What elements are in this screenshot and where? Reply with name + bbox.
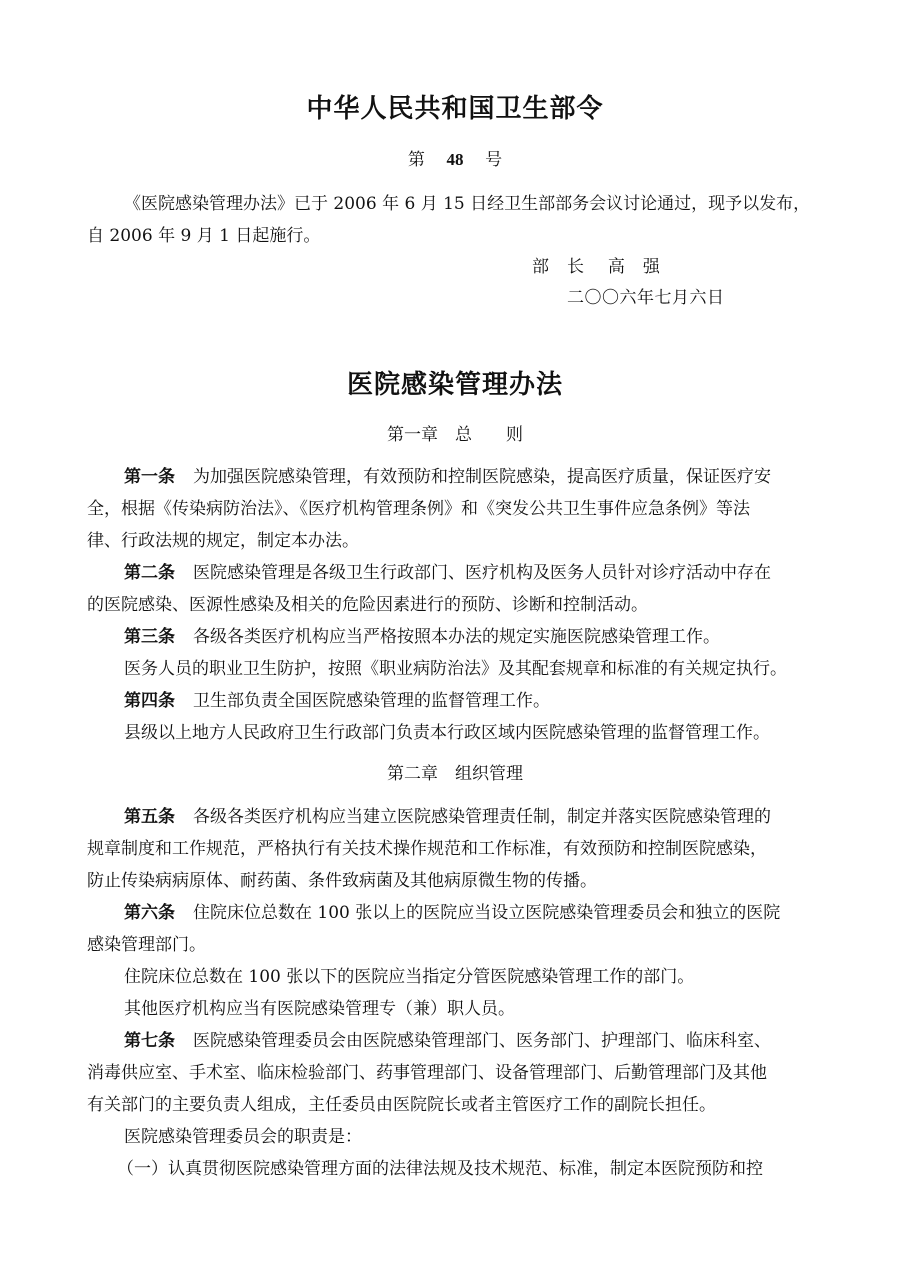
article-line: 有关部门的主要负责人组成，主任委员由医院院长或者主管医疗工作的副院长担任。 — [87, 1095, 716, 1115]
article-paragraph: 县级以上地方人民政府卫生行政部门负责本行政区域内医院感染管理的监督管理工作。 — [124, 723, 770, 743]
decree-body-line: 《医院感染管理办法》已于 2006 年 6 月 15 日经卫生部部务会议讨论通过，现予以发布， — [124, 194, 811, 214]
article-paragraph: 住院床位总数在 100 张以下的医院应当指定分管医院感染管理工作的部门。 — [124, 967, 695, 987]
article-text: 医院感染管理委员会由医院感染管理部门、医务部门、护理部门、临床科室、 — [193, 1031, 771, 1051]
chapter-heading: 第二章 组织管理 — [387, 764, 523, 784]
article-label: 第三条 — [124, 627, 175, 647]
article-text: 为加强医院感染管理，有效预防和控制医院感染，提高医疗质量，保证医疗安 — [193, 467, 771, 487]
article-label: 第四条 — [124, 691, 175, 711]
chapter-heading: 第一章 总 则 — [387, 425, 523, 445]
document-title: 医院感染管理办法 — [346, 370, 563, 400]
article-line — [124, 901, 827, 925]
decree-number — [0, 148, 910, 172]
article-line — [124, 1029, 827, 1053]
article-paragraph: 其他医疗机构应当有医院感染管理专（兼）职人员。 — [124, 999, 515, 1019]
article-line: 消毒供应室、手术室、临床检验部门、药事管理部门、设备管理部门、后勤管理部门及其他 — [87, 1063, 767, 1083]
article-line: 防止传染病病原体、耐药菌、条件致病菌及其他病原微生物的传播。 — [87, 871, 597, 891]
decree-title: 中华人民共和国卫生部令 — [306, 94, 604, 124]
article-label: 第五条 — [124, 807, 175, 827]
list-item: （一）认真贯彻医院感染管理方面的法律法规及技术规范、标准，制定本医院预防和控 — [117, 1159, 763, 1179]
article-text: 住院床位总数在 100 张以上的医院应当设立医院感染管理委员会和独立的医院 — [193, 903, 781, 923]
article-line: 律、行政法规的规定，制定本办法。 — [87, 531, 359, 551]
decree-date: 二〇〇六年七月六日 — [567, 288, 725, 308]
decree-number-suffix: 号 — [485, 150, 503, 170]
article-line: 规章制度和工作规范，严格执行有关技术操作规范和工作标准，有效预防和控制医院感染， — [87, 839, 767, 859]
article-line: 全，根据《传染病防治法》、《医疗机构管理条例》和《突发公共卫生事件应急条例》等法 — [87, 499, 750, 519]
decree-number-value: 48 — [446, 150, 464, 169]
decree-body-line: 自 2006 年 9 月 1 日起施行。 — [87, 226, 321, 246]
article-line — [124, 625, 827, 649]
article-label: 第六条 — [124, 903, 175, 923]
article-line — [124, 689, 827, 713]
article-text: 各级各类医疗机构应当严格按照本办法的规定实施医院感染管理工作。 — [193, 627, 720, 647]
article-line: 的医院感染、医源性感染及相关的危险因素进行的预防、诊断和控制活动。 — [87, 595, 648, 615]
decree-number-prefix: 第 — [407, 150, 425, 170]
decree-signatory: 部 长 高 强 — [532, 257, 661, 277]
article-label: 第一条 — [124, 467, 175, 487]
article-text: 医院感染管理是各级卫生行政部门、医疗机构及医务人员针对诊疗活动中存在 — [193, 563, 771, 583]
article-line: 感染管理部门。 — [87, 935, 206, 955]
article-paragraph: 医院感染管理委员会的职责是： — [124, 1127, 362, 1147]
article-text: 卫生部负责全国医院感染管理的监督管理工作。 — [193, 691, 550, 711]
article-line — [124, 465, 827, 489]
article-text: 各级各类医疗机构应当建立医院感染管理责任制，制定并落实医院感染管理的 — [193, 807, 771, 827]
article-label: 第二条 — [124, 563, 175, 583]
article-label: 第七条 — [124, 1031, 175, 1051]
article-line — [124, 561, 827, 585]
article-paragraph: 医务人员的职业卫生防护，按照《职业病防治法》及其配套规章和标准的有关规定执行。 — [124, 659, 787, 679]
article-line — [124, 805, 827, 829]
